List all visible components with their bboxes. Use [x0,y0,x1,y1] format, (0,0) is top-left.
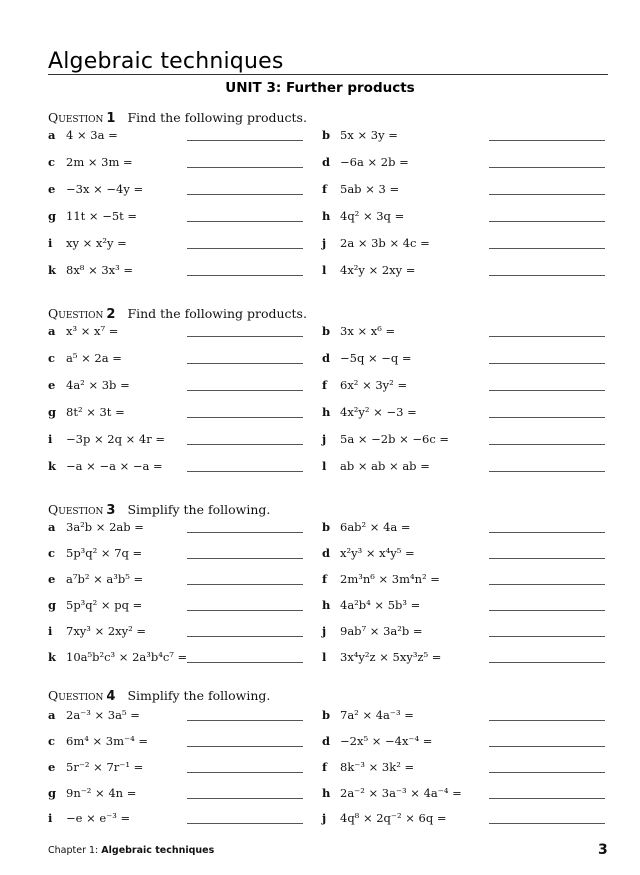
answer-line[interactable] [187,390,303,391]
answer-line[interactable] [489,798,605,799]
answer-line[interactable] [489,390,605,391]
answer-line[interactable] [187,167,303,168]
answer-line[interactable] [187,248,303,249]
answer-line[interactable] [187,746,303,747]
question-label: Question [48,502,104,517]
answer-line[interactable] [187,221,303,222]
answer-line[interactable] [187,610,303,611]
answer-line[interactable] [187,471,303,472]
question-2-heading [48,306,307,324]
answer-line[interactable] [187,532,303,533]
answer-line[interactable] [187,662,303,663]
answer-line[interactable] [489,140,605,141]
answer-line[interactable] [489,248,605,249]
page-number: 3 [598,842,608,858]
worksheet-page: Algebraic techniques UNIT 3: Further products Question 1 Find the following products. a 4 × 3a = b 5x × 3y = c 2m × 3m = d −6a × 2b = e −3x × −4y = f 5ab × 3 = g 11t × −5t = h 4q² × 3q = i xy × x²y = j 2a × 3b × 4c = k 8x⁸ × 3x³ = l 4x²y × 2xy = Question 2 Find the following products. a x³ × x⁷ = b 3x × x⁶ = c a⁵ × 2a = d −5q × −q = e 4a² × 3b = f 6x² × 3y² = g 8t² × 3t = h 4x²y² × −3 = i −3p × 2q × 4r = j 5a × −2b × −6c = k −a × −a × −a = l ab × ab × ab = Question 3 Simplify the following. a 3a²b × 2ab = b 6ab² × 4a = c 5p³q² × 7q = d x²y³ × x⁴y⁵ = e a⁷b² × a³b⁵ = f 2m³n⁶ × 3m⁴n² = g 5p³q² × pq = h 4a²b⁴ × 5b³ = i 7xy³ × 2xy² = j 9ab⁷ × 3a²b = k 10a⁵b²c³ × 2a³b⁴c⁷ = l 3x⁴y²z × 5xy³z⁵ = Question 4 Simplify the following. a 2a⁻³ × 3a⁵ = b 7a² × 4a⁻³ = c 6m⁴ × 3m⁻⁴ = d −2x⁵ × −4x⁻⁴ = e 5r⁻² × 7r⁻¹ = f 8k⁻³ × 3k² = g 9n⁻² × 4n = h 2a⁻² × 3a⁻³ × 4a⁻⁴ = i −e × e⁻³ = j 4q⁸ × 2q⁻² × 6q = Chapter 1: Algebraic techniques 3 [0,0,640,875]
chapter-title: Algebraic techniques [48,49,284,74]
answer-line[interactable] [187,823,303,824]
answer-line[interactable] [489,720,605,721]
question-label: Question [48,688,104,703]
unit-title: UNIT 3: Further products [225,80,415,96]
answer-line[interactable] [489,363,605,364]
answer-line[interactable] [489,823,605,824]
answer-line[interactable] [489,221,605,222]
question-label: Question [48,306,104,321]
title-rule [48,74,608,75]
answer-line[interactable] [489,167,605,168]
question-instruction: Find the following products. [127,110,307,125]
answer-line[interactable] [187,558,303,559]
answer-line[interactable] [489,444,605,445]
answer-line[interactable] [489,610,605,611]
answer-line[interactable] [489,194,605,195]
question-label: Question [48,110,104,125]
answer-line[interactable] [489,471,605,472]
answer-line[interactable] [187,363,303,364]
answer-line[interactable] [489,636,605,637]
question-instruction: Find the following products. [127,306,307,321]
answer-line[interactable] [489,662,605,663]
answer-line[interactable] [489,336,605,337]
question-instruction: Simplify the following. [127,502,271,517]
question-number: 2 [106,307,116,322]
answer-line[interactable] [187,275,303,276]
question-1-heading [48,110,307,128]
answer-line[interactable] [187,772,303,773]
answer-line[interactable] [187,194,303,195]
answer-line[interactable] [187,798,303,799]
answer-line[interactable] [489,746,605,747]
answer-line[interactable] [187,584,303,585]
answer-line[interactable] [489,417,605,418]
question-number: 1 [106,111,116,126]
answer-line[interactable] [187,417,303,418]
question-3-heading [48,502,270,520]
answer-line[interactable] [187,720,303,721]
answer-line[interactable] [489,532,605,533]
answer-line[interactable] [187,140,303,141]
question-number: 4 [106,689,116,704]
answer-line[interactable] [489,584,605,585]
answer-line[interactable] [187,636,303,637]
answer-line[interactable] [187,444,303,445]
answer-line[interactable] [489,772,605,773]
question-instruction: Simplify the following. [127,688,271,703]
answer-line[interactable] [187,336,303,337]
question-number: 3 [106,503,116,518]
question-4-heading [48,688,270,706]
footer-chapter: Chapter 1: Algebraic techniques [48,845,215,856]
answer-line[interactable] [489,275,605,276]
answer-line[interactable] [489,558,605,559]
